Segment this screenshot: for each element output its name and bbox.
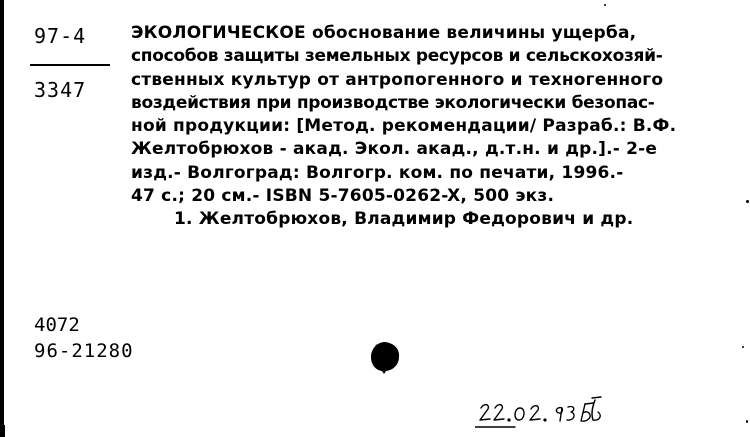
- inventory-number: 4072: [34, 314, 80, 336]
- entry-line: 47 с.; 20 см.- ISBN 5-7605-0262-X, 500 экз.: [131, 186, 555, 207]
- card-left-border: [0, 0, 4, 437]
- entry-line: ной продукции: [Метод. рекомендации/ Разраб.: В.Ф.: [131, 116, 677, 137]
- handwritten-date: [475, 394, 665, 430]
- card-left-mark: [2, 425, 5, 437]
- speck: [746, 200, 749, 203]
- entry-line: воздействия при производстве экологически безопас-: [131, 92, 655, 113]
- bibliographic-entry: [131, 22, 743, 232]
- speck: [604, 4, 606, 6]
- entry-line: изд.- Волгоград: Волгогр. ком. по печати, 1996.-: [131, 162, 624, 183]
- entry-line: ственных культур от антропогенного и техногенного: [131, 69, 664, 90]
- entry-line: ЭКОЛОГИЧЕСКОЕ обоснование величины ущерба,: [131, 23, 637, 43]
- registration-number: 96-21280: [34, 340, 134, 362]
- entry-line: Желтобрюхов - акад. Экол. акад., д.т.н. и др.].- 2-е: [131, 139, 658, 160]
- classification-code: 97-4: [34, 24, 87, 48]
- ink-blot: [368, 340, 402, 374]
- author-code: 3347: [34, 78, 87, 102]
- speck: [746, 420, 748, 423]
- entry-line: способов защиты земельных ресурсов и сельскохозяй-: [131, 46, 663, 67]
- code-divider: [30, 64, 110, 66]
- speck: [742, 346, 744, 348]
- subject-heading: 1. Желтобрюхов, Владимир Федорович и др.: [174, 209, 634, 230]
